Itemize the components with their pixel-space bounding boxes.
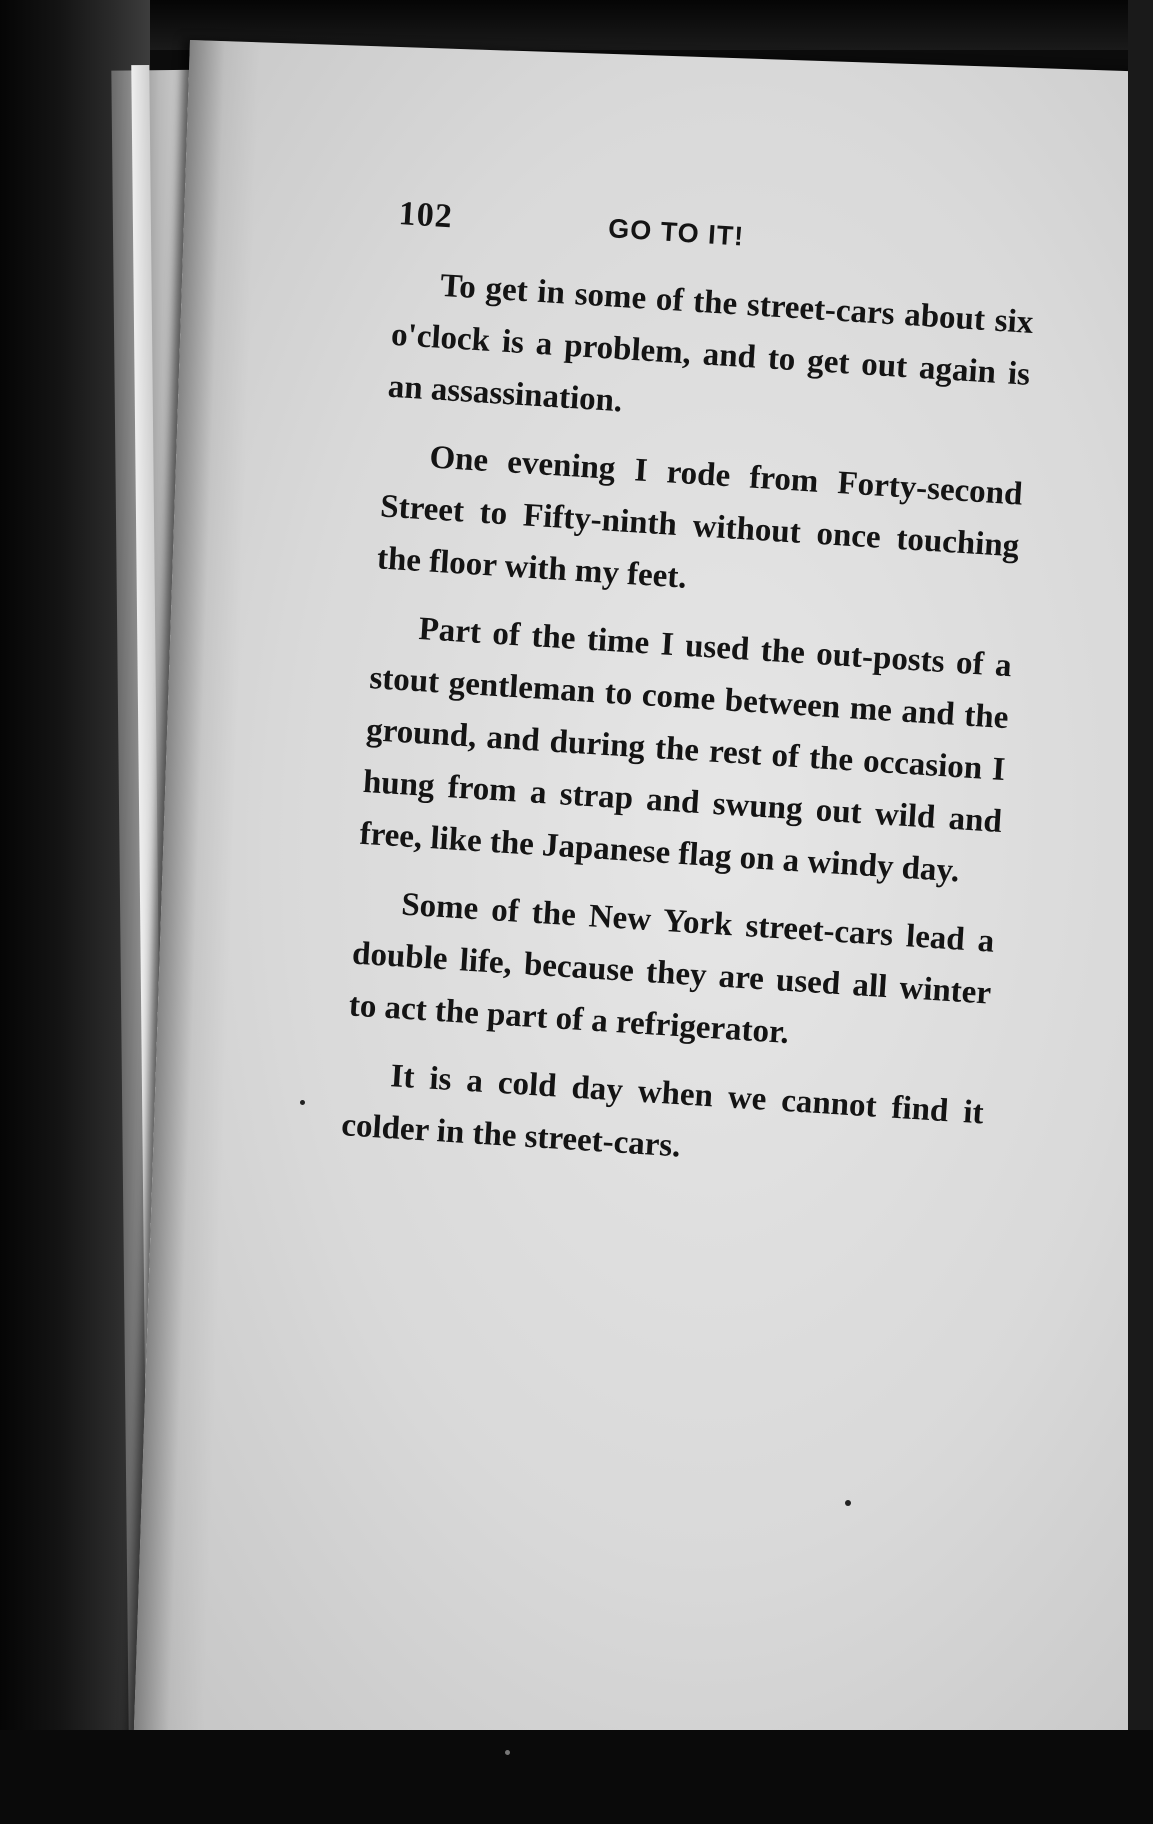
speck	[845, 1500, 851, 1506]
paragraph: It is a cold day when we cannot find it colder in the street-cars.	[340, 1058, 985, 1165]
page-number: 102	[397, 195, 454, 236]
right-edge-shadow	[1128, 0, 1153, 1824]
top-shadow	[0, 0, 1153, 50]
paragraph: Part of the time I used the out-posts of a stout gentleman to come between me and the ground, and during the rest of the occasion I hung from a strap and swung out wild and free, like the Japanese flag on a windy day.	[358, 611, 1013, 890]
paragraph: One evening I rode from Forty-second Street to Fifty-ninth without once touching the floor with my feet.	[376, 439, 1024, 596]
page-text	[339, 195, 1039, 1207]
speck	[505, 1750, 510, 1755]
speck	[300, 1100, 305, 1105]
paragraph: To get in some of the street-cars about six o'clock is a problem, and to get out again is an assassination.	[386, 267, 1035, 420]
paragraph: Some of the New York street-cars lead a double life, because they are used all winter to act the part of a refrigerator.	[347, 886, 996, 1052]
running-title: GO TO IT!	[607, 213, 746, 252]
bottom-shadow	[0, 1730, 1153, 1824]
